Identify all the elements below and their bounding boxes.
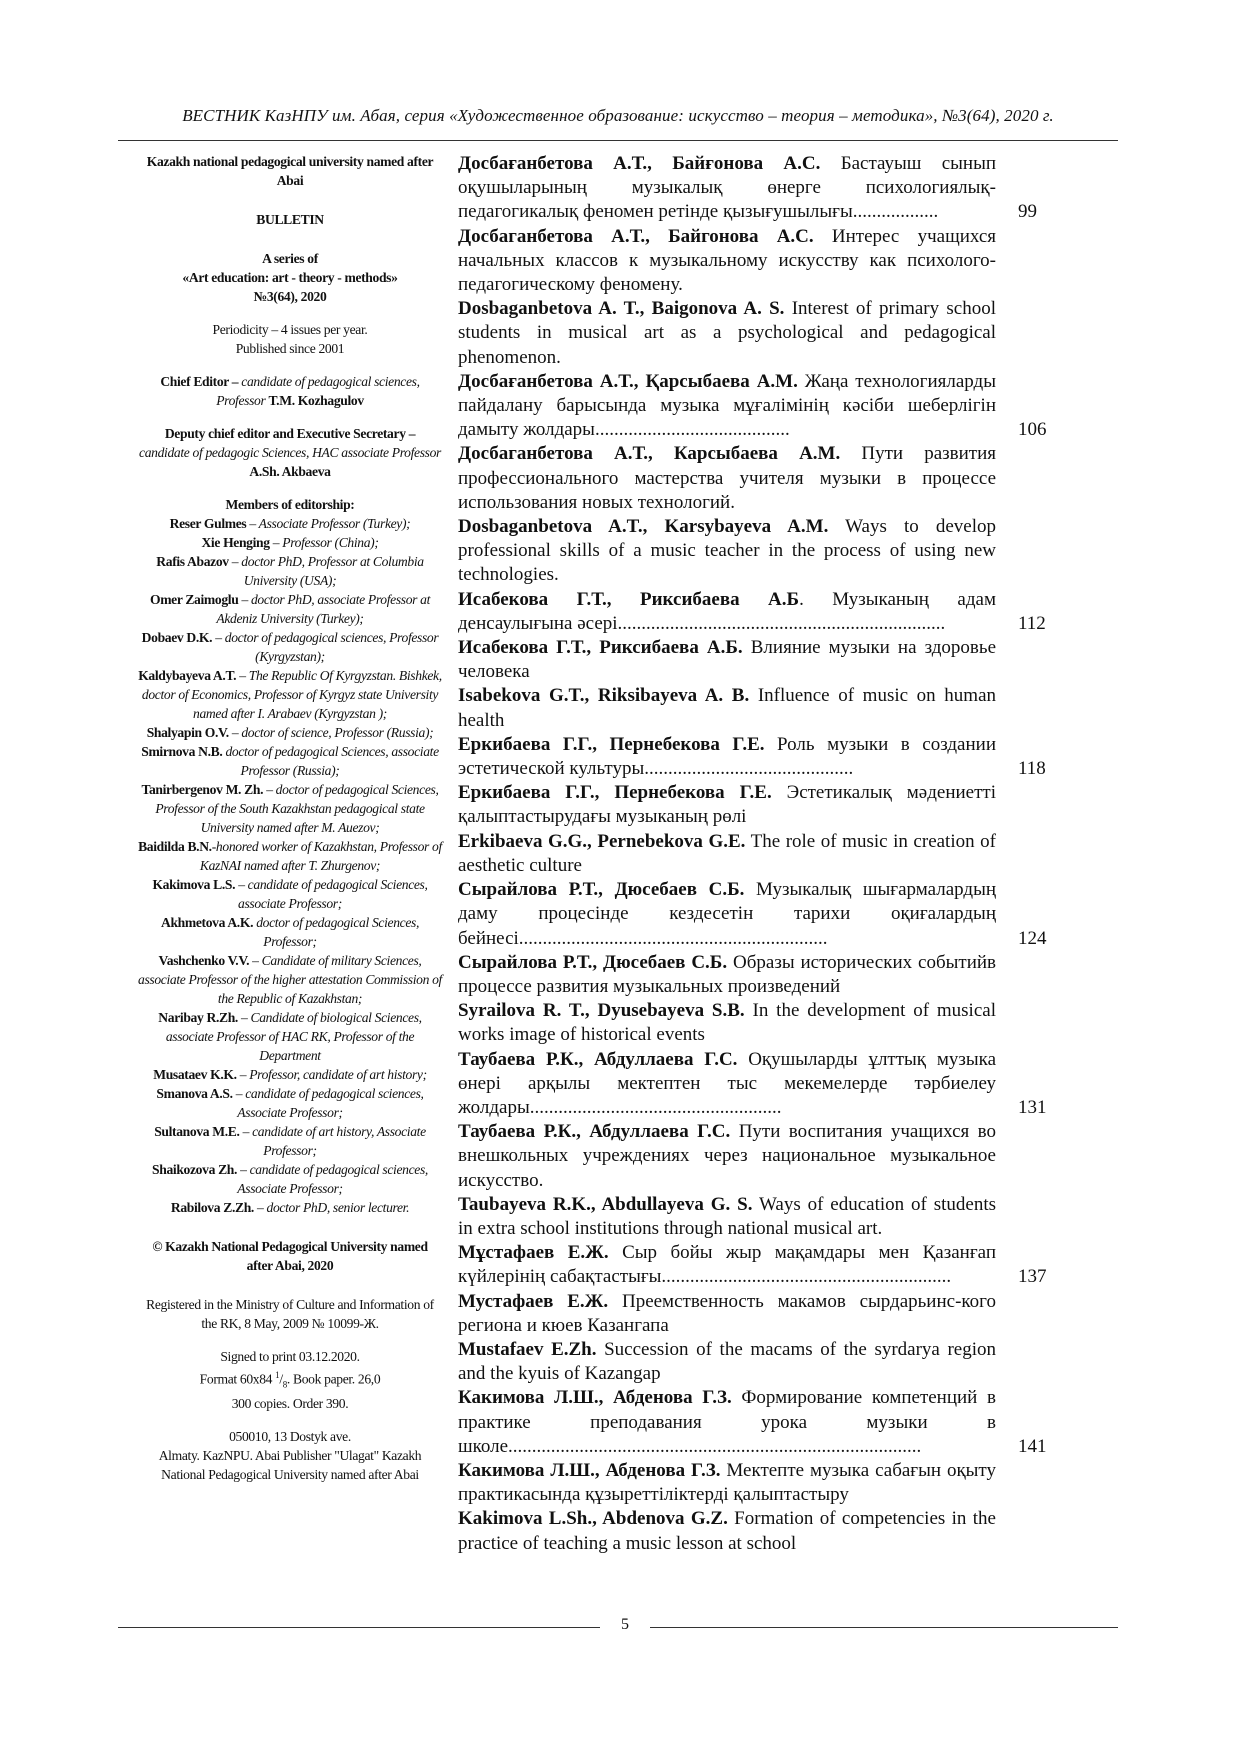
member-item <box>138 742 442 780</box>
running-header: ВЕСТНИК КазНПУ им. Абая, серия «Художественное образование: искусство – теория – методика», №3(64), 2020 г. <box>182 106 1054 125</box>
chief-editor-desc: candidate of pedagogical sciences, Professor <box>216 374 420 408</box>
format-post: . Book paper. 26,0 <box>286 1371 381 1387</box>
member-name: Tanirbergenov M. Zh. <box>141 782 264 797</box>
contents-entry <box>458 1290 998 1338</box>
entry-authors: Исабекова Г.Т., Риксибаева А.Б. <box>458 637 743 659</box>
entry-authors: Какимова Л.Ш., Абденова Г.З. <box>458 1459 721 1481</box>
entry-authors: Dosbaganbetova A. T., Baigonova A. S. <box>458 298 785 320</box>
entry-title: Succession of the macams of the syrdarya region and the kyuis of Kazangap <box>458 1338 996 1385</box>
entry-page-number: 141 <box>1018 1435 1047 1457</box>
entry-authors: Еркибаева Г.Г., Пернебекова Г.Е. <box>458 782 772 804</box>
member-name: Smirnova N.B. <box>141 744 223 759</box>
entry-text <box>458 1193 996 1241</box>
entry-authors: Мұстафаев Е.Ж. <box>458 1242 609 1264</box>
entry-authors: Исабекова Г.Т., Риксибаева А.Б <box>458 588 800 610</box>
member-item <box>138 951 442 1008</box>
member-name: Smanova A.S. <box>156 1086 233 1101</box>
contents-entry <box>458 1241 1047 1289</box>
contents-entry <box>458 830 998 878</box>
entry-text <box>458 636 996 684</box>
deputy-editor-name: A.Sh. Akbaeva <box>249 464 331 479</box>
entry-text <box>458 515 996 588</box>
entry-title: Интерес учащихся начальных классов к музыкальному искусству как психолого-педагогическому феномену. <box>458 225 996 296</box>
contents-entry <box>458 636 998 684</box>
entry-title: Роль музыки в создании эстетической культуры............................................ <box>458 733 996 780</box>
entry-authors: Таубаева Р.К., Абдуллаева Г.С. <box>458 1048 738 1070</box>
members-title: Members of editorship: <box>225 497 355 512</box>
entry-text <box>458 830 996 878</box>
contents-entry <box>458 1048 1047 1121</box>
member-item <box>138 913 442 951</box>
member-desc: – doctor PhD, senior lecturer. <box>253 1200 410 1215</box>
contents-entry <box>458 1507 998 1555</box>
entry-authors: Erkibaeva G.G., Pernebekova G.E. <box>458 830 746 852</box>
entry-authors: Isabekova G.T., Riksibayeva A. B. <box>458 685 750 707</box>
institution-name: Kazakh national pedagogical university named after Abai <box>146 154 434 188</box>
entry-text <box>458 588 996 636</box>
entry-authors: Досбағанбетова А.Т., Қарсыбаева А.М. <box>458 370 798 392</box>
format-frac-num: 1 <box>275 1370 280 1380</box>
entry-title: . Музыканың адам денсаулығына әсері..................................................................... <box>458 588 996 634</box>
entry-authors: Еркибаева Г.Г., Пернебекова Г.Е. <box>458 733 765 755</box>
copies-order: 300 copies. Order 390. <box>231 1396 349 1412</box>
contents-entry <box>458 1338 998 1386</box>
member-desc: -honored worker of Kazakhstan, Professor of KazNAI named after T. Zhurgenov; <box>199 839 442 873</box>
entry-title: Formation of competencies in the practice of teaching a music lesson at school <box>458 1508 996 1554</box>
entry-title: Influence of music on human health <box>458 685 997 731</box>
registration: Registered in the Ministry of Culture and Information of the RK, 8 May, 2009 № 10099-Ж. <box>146 1297 434 1331</box>
member-item <box>138 837 442 875</box>
member-item <box>138 514 442 533</box>
contents-entry <box>458 1386 1047 1459</box>
entry-title: Музыкалық шығармалардың даму процесінде кездесетін тарихи оқиғалардың бейнесі................................................................. <box>458 879 996 949</box>
member-desc: – doctor of pedagogical sciences, Professor (Kyrgyzstan); <box>212 630 439 664</box>
member-desc: – doctor of pedagogical Sciences, Professor of the South Kazakhstan pedagogical state University named after M. Auezov; <box>155 782 439 835</box>
member-desc: – doctor of science, Professor (Russia); <box>228 725 434 740</box>
member-desc: doctor of pedagogical Sciences, Professor; <box>253 915 419 949</box>
member-item <box>138 723 442 742</box>
series-line-1: A series of <box>262 251 318 266</box>
entry-title: Эстетикалық мәдениетті қалыптастырудағы музыканың рөлі <box>458 782 996 828</box>
entry-page-number: 137 <box>1018 1266 1047 1288</box>
entry-text <box>458 1459 996 1507</box>
entry-text <box>458 1507 996 1555</box>
member-item <box>138 1084 442 1122</box>
published-since: Published since 2001 <box>235 341 345 356</box>
entry-text <box>458 442 996 515</box>
member-name: Naribay R.Zh. <box>158 1010 238 1025</box>
contents-entry <box>458 999 998 1047</box>
contents-entry <box>458 297 998 370</box>
member-item <box>138 1008 442 1065</box>
entry-title: Ways of education of students in extra school institutions through national musical art. <box>458 1193 996 1239</box>
member-item <box>138 533 442 552</box>
entry-authors: Какимова Л.Ш., Абденова Г.З. <box>458 1387 732 1409</box>
entry-title: Оқушыларды ұлттық музыка өнері арқылы мектептен тыс мекемелерде тәрбиелеу жолдары..................................................... <box>458 1048 996 1118</box>
entry-title: Пути воспитания учащихся во внешкольных учреждениях через национальное музыкальное искусство. <box>458 1121 996 1191</box>
contents-entry <box>458 1193 998 1241</box>
member-item <box>138 875 442 913</box>
chief-editor-name: T.M. Kozhagulov <box>268 393 364 408</box>
member-name: Shalyapin O.V. <box>146 725 229 740</box>
entry-page-number: 112 <box>1018 612 1046 634</box>
member-name: Kakimova L.S. <box>152 877 236 892</box>
entry-text <box>458 781 996 829</box>
member-name: Rafis Abazov <box>156 554 229 569</box>
member-item <box>138 1065 442 1084</box>
contents-entry <box>458 588 1046 636</box>
entry-title: Мектепте музыка сабағын оқыту практикасында құзыреттіліктерді қалыптастыру <box>458 1459 996 1506</box>
member-name: Musataev K.K. <box>153 1067 237 1082</box>
entry-authors: Kakimova L.Sh., Abdenova G.Z. <box>458 1508 728 1530</box>
member-name: Akhmetova A.K. <box>160 915 254 930</box>
entry-title: In the development of musical works image of historical events <box>458 1000 996 1046</box>
entry-title: Жаңа технологияларды пайдалану барысында музыка мұғалімінің кәсіби шеберлігін дамыту жолдары......................................... <box>458 370 996 441</box>
format-frac-den: 8 <box>282 1379 287 1390</box>
page-number: 5 <box>621 1616 629 1633</box>
member-name: Omer Zaimoglu <box>149 592 239 607</box>
bulletin-label: BULLETIN <box>256 212 324 227</box>
entry-text <box>458 1241 996 1289</box>
member-desc: – candidate of art history, Associate Professor; <box>239 1124 426 1158</box>
members-list <box>138 514 442 1217</box>
contents-entry <box>458 1120 998 1193</box>
address-line-1: 050010, 13 Dostyk ave. <box>229 1429 351 1445</box>
member-item <box>138 628 442 666</box>
periodicity: Periodicity – 4 issues per year. <box>212 322 368 337</box>
entry-text <box>458 878 996 951</box>
format-pre: Format 60x84 <box>199 1371 276 1387</box>
member-item <box>138 1198 442 1217</box>
footer-rule-left <box>118 1627 600 1628</box>
entry-title: Interest of primary school students in musical art as a psychological and pedagogical phenomenon. <box>458 298 996 368</box>
entry-page-number: 99 <box>1018 201 1037 223</box>
entry-text <box>458 999 996 1047</box>
entry-title: Бастауыш сынып оқушыларының музыкалық өнерге психологиялық-педагогикалық феномен ретінде қызығушылығы.................. <box>458 153 997 223</box>
entry-authors: Сырайлова Р.Т., Дюсебаев С.Б. <box>458 879 745 901</box>
entry-title: Формирование компетенций в практике преподавания урока музыки в школе....................................................................................... <box>458 1387 996 1457</box>
member-name: Baidilda B.N. <box>138 839 212 854</box>
entry-text <box>458 684 996 732</box>
member-name: Sultanova M.E. <box>154 1124 240 1139</box>
contents-entry <box>458 515 998 588</box>
series-line-2: «Art education: art - theory - methods» <box>182 270 398 285</box>
deputy-editor-desc: candidate of pedagogic Sciences, HAC associate Professor <box>139 445 441 460</box>
entry-title: Влияние музыки на здоровье человека <box>458 637 996 683</box>
chief-editor-role: Chief Editor – <box>160 374 239 389</box>
entry-text <box>458 1120 996 1193</box>
entry-text <box>458 1338 996 1386</box>
entry-authors: Таубаева Р.К., Абдуллаева Г.С. <box>458 1121 731 1143</box>
contents-entry <box>458 684 998 732</box>
entry-title: Пути развития профессионального мастерства учителя музыки в процессе использования новых технологий. <box>458 443 996 513</box>
footer-rule-right <box>650 1627 1118 1628</box>
entry-title: The role of music in creation of aesthetic culture <box>458 830 996 876</box>
entry-title: Образы исторических событийв процессе развития музыкальных произведений <box>458 951 996 997</box>
entry-text <box>458 1386 996 1459</box>
entry-page-number: 106 <box>1018 419 1047 441</box>
member-item <box>138 552 442 590</box>
entry-text <box>458 370 996 443</box>
member-name: Dobaev D.K. <box>141 630 213 645</box>
member-desc: – candidate of pedagogical sciences, Associate Professor; <box>232 1086 424 1120</box>
header-rule <box>118 140 1118 141</box>
member-name: Reser Gulmes <box>169 516 247 531</box>
entry-authors: Сырайлова Р.Т., Дюсебаев С.Б. <box>458 951 728 973</box>
entry-text <box>458 1290 996 1338</box>
member-item <box>138 1122 442 1160</box>
entry-text <box>458 1048 996 1121</box>
contents-entry <box>458 781 998 829</box>
contents-entry <box>458 370 1047 443</box>
member-desc: – candidate of pedagogical Sciences, associate Professor; <box>235 877 428 911</box>
entry-authors: Syrailova R. T., Dyusebayeva S.B. <box>458 1000 745 1022</box>
member-name: Kaldybayeva A.T. <box>138 668 237 683</box>
series-line-3: №3(64), 2020 <box>253 289 327 304</box>
member-item <box>138 590 442 628</box>
member-desc: – doctor PhD, Professor at Columbia University (USA); <box>228 554 424 588</box>
entry-text <box>458 951 996 999</box>
contents-entry <box>458 733 1046 781</box>
entry-page-number: 118 <box>1018 758 1046 780</box>
entry-text <box>458 297 996 370</box>
deputy-editor-role: Deputy chief editor and Executive Secretary – <box>164 426 416 441</box>
address-line-2: Almaty. KazNPU. Abai Publisher "Ulagat" Kazakh National Pedagogical University named after Abai <box>158 1448 422 1483</box>
entry-authors: Mustafaev E.Zh. <box>458 1338 597 1360</box>
entry-text <box>458 225 996 298</box>
entry-page-number: 131 <box>1018 1096 1047 1118</box>
entry-title: Ways to develop professional skills of a music teacher in the process of using new technologies. <box>458 516 996 586</box>
entry-authors: Мустафаев Е.Ж. <box>458 1290 609 1312</box>
member-desc: – candidate of pedagogical sciences, Associate Professor; <box>237 1162 428 1196</box>
entry-authors: Досбаганбетова А.Т., Байгонова А.С. <box>458 225 814 247</box>
entry-text <box>458 152 996 225</box>
entry-authors: Dosbaganbetova A.T., Karsybayeva A.M. <box>458 516 829 538</box>
member-desc: – Candidate of biological Sciences, associate Professor of HAC RK, Professor of the Department <box>165 1010 422 1063</box>
member-desc: – Candidate of military Sciences, associate Professor of the higher attestation Commission of the Republic of Kazakhstan; <box>138 953 442 1006</box>
member-name: Xie Henging <box>201 535 270 550</box>
contents-entry <box>458 225 998 298</box>
member-name: Vashchenko V.V. <box>158 953 250 968</box>
member-name: Shaikozova Zh. <box>152 1162 238 1177</box>
chief-editor <box>138 372 442 410</box>
member-desc: – Professor, candidate of art history; <box>236 1067 427 1082</box>
member-name: Rabilova Z.Zh. <box>170 1200 254 1215</box>
member-desc: – The Republic Of Kyrgyzstan. Bishkek, doctor of Economics, Professor of Kyrgyz state University named after I. Arabaev (Kyrgyzstan ); <box>141 668 442 721</box>
member-desc: doctor of pedagogical Sciences, associate Professor (Russia); <box>222 744 439 778</box>
entry-authors: Досбаганбетова А.Т., Карсыбаева А.М. <box>458 443 841 465</box>
entry-page-number: 124 <box>1018 927 1047 949</box>
entry-authors: Taubayeva R.K., Abdullayeva G. S. <box>458 1193 753 1215</box>
masthead-column <box>138 152 442 1484</box>
entry-title: Преемственность макамов сырдарьинс-кого региона и кюев Казангапа <box>458 1290 996 1336</box>
entry-title: Сыр бойы жыр мақамдары мен Қазанғап күйлерінің сабақтастығы............................................................. <box>458 1242 996 1288</box>
member-item <box>138 1160 442 1198</box>
entry-authors: Досбағанбетова А.Т., Байғонова А.С. <box>458 153 821 174</box>
copyright: © Kazakh National Pedagogical University named after Abai, 2020 <box>152 1239 428 1273</box>
contents-entry <box>458 152 1037 225</box>
contents-entry <box>458 951 998 999</box>
contents-entry <box>458 1459 998 1507</box>
format-line: Format 60x84 $^1/_8$. Book paper. 26,0 <box>199 1370 381 1390</box>
contents-entry <box>458 878 1047 951</box>
member-desc: – Associate Professor (Turkey); <box>246 516 411 531</box>
member-item <box>138 666 442 723</box>
member-desc: – doctor PhD, associate Professor at Akdeniz University (Turkey); <box>216 592 431 626</box>
contents-entry <box>458 442 998 515</box>
member-item <box>138 780 442 837</box>
member-desc: – Professor (China); <box>269 535 379 550</box>
contents-list <box>458 152 1047 1556</box>
entry-text <box>458 733 996 781</box>
signed-to-print: Signed to print 03.12.2020. <box>220 1349 360 1364</box>
